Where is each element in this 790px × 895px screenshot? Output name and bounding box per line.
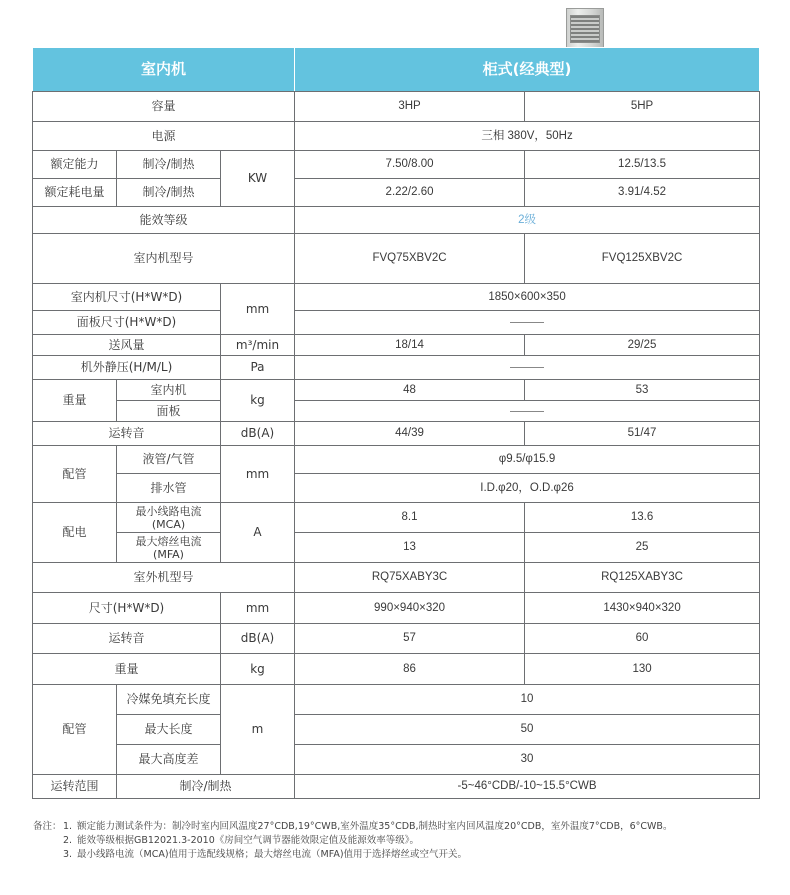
static-pressure-unit: Pa: [221, 356, 295, 380]
outdoor-piping-max-height-sub: 最大高度差: [117, 745, 221, 775]
outdoor-weight-label: 重量: [33, 654, 221, 685]
electric-mfa-sub: [117, 533, 221, 563]
outdoor-size-unit: mm: [221, 593, 295, 624]
row-electric-mca: [33, 503, 760, 533]
range-sub: 制冷/制热: [117, 775, 295, 799]
row-outdoor-piping-max-height: [33, 745, 760, 775]
row-outdoor-size: [33, 593, 760, 624]
piping-drain-sub: 排水管: [117, 474, 221, 503]
rated-power-5hp: 3.91/4.52: [525, 179, 760, 207]
note-2: [33, 834, 773, 848]
capacity-5hp: 5HP: [525, 92, 760, 122]
row-noise: [33, 422, 760, 446]
piping-drain-value: I.D.φ20，O.D.φ26: [295, 474, 760, 503]
outdoor-piping-unit: m: [221, 685, 295, 775]
header-indoor: 室内机: [33, 48, 295, 92]
outdoor-size-label: 尺寸(H*W*D): [33, 593, 221, 624]
row-weight-panel: [33, 401, 760, 422]
indoor-model-3hp: FVQ75XBV2C: [295, 234, 525, 284]
weight-3hp: 48: [295, 380, 525, 401]
weight-label: 重量: [33, 380, 117, 422]
rated-power-sub: 制冷/制热: [117, 179, 221, 207]
row-piping-liquid-gas: [33, 446, 760, 474]
outdoor-weight-3hp: 86: [295, 654, 525, 685]
piping-unit: mm: [221, 446, 295, 503]
efficiency-label: 能效等级: [33, 207, 295, 234]
rated-power-label: 额定耗电量: [33, 179, 117, 207]
note-text: 额定能力测试条件为：制冷时室内回风温度27°CDB,19°CWB,室外温度35°CDB,制热时室内回风温度20°CDB，室外温度7°CDB，6°CWB。: [77, 821, 673, 832]
outdoor-model-label: 室外机型号: [33, 563, 295, 593]
noise-unit: dB(A): [221, 422, 295, 446]
static-pressure-label: 机外静压(H/M/L): [33, 356, 221, 380]
airflow-unit: m³/min: [221, 335, 295, 356]
note-num: 3.: [63, 849, 73, 860]
indoor-size-value: 1850×600×350: [295, 284, 760, 311]
spec-table: [32, 47, 760, 799]
outdoor-piping-max-length-sub: 最大长度: [117, 715, 221, 745]
row-outdoor-weight: [33, 654, 760, 685]
row-outdoor-noise: [33, 624, 760, 654]
panel-size-label: 面板尺寸(H*W*D): [33, 311, 221, 335]
notes-prefix: 备注：: [33, 821, 62, 832]
row-panel-size: [33, 311, 760, 335]
panel-size-empty: [295, 311, 760, 335]
row-indoor-model: [33, 234, 760, 284]
note-num: 2.: [63, 835, 73, 846]
outdoor-noise-3hp: 57: [295, 624, 525, 654]
airflow-5hp: 29/25: [525, 335, 760, 356]
efficiency-value: 2级: [295, 207, 760, 234]
outdoor-model-3hp: RQ75XABY3C: [295, 563, 525, 593]
capacity-label: 容量: [33, 92, 295, 122]
outdoor-model-5hp: RQ125XABY3C: [525, 563, 760, 593]
row-rated-power: [33, 179, 760, 207]
header-row: [33, 48, 760, 92]
electric-label: 配电: [33, 503, 117, 563]
outdoor-size-3hp: 990×940×320: [295, 593, 525, 624]
empty-dash: [510, 322, 544, 323]
mca-3hp: 8.1: [295, 503, 525, 533]
rated-capacity-label: 额定能力: [33, 151, 117, 179]
indoor-size-label: 室内机尺寸(H*W*D): [33, 284, 221, 311]
note-3: [33, 848, 773, 862]
airflow-3hp: 18/14: [295, 335, 525, 356]
outdoor-size-5hp: 1430×940×320: [525, 593, 760, 624]
row-outdoor-piping-free: [33, 685, 760, 715]
rated-power-3hp: 2.22/2.60: [295, 179, 525, 207]
rated-capacity-sub: 制冷/制热: [117, 151, 221, 179]
static-pressure-empty: [295, 356, 760, 380]
row-outdoor-model: [33, 563, 760, 593]
row-rated-capacity: [33, 151, 760, 179]
mca-line1: 最小线路电流: [135, 504, 202, 518]
mfa-3hp: 13: [295, 533, 525, 563]
airflow-label: 送风量: [33, 335, 221, 356]
row-piping-drain: [33, 474, 760, 503]
outdoor-noise-label: 运转音: [33, 624, 221, 654]
weight-indoor-sub: 室内机: [117, 380, 221, 401]
mfa-line2: (MFA): [153, 547, 184, 561]
capacity-3hp: 3HP: [295, 92, 525, 122]
outdoor-weight-unit: kg: [221, 654, 295, 685]
electric-unit: A: [221, 503, 295, 563]
power-label: 电源: [33, 122, 295, 151]
row-outdoor-piping-max-length: [33, 715, 760, 745]
electric-mca-sub: [117, 503, 221, 533]
outdoor-piping-free-sub: 冷媒免填充长度: [117, 685, 221, 715]
row-airflow: [33, 335, 760, 356]
noise-5hp: 51/47: [525, 422, 760, 446]
note-1: [33, 820, 773, 834]
piping-liquid-gas-value: φ9.5/φ15.9: [295, 446, 760, 474]
notes: [33, 820, 773, 862]
size-unit: mm: [221, 284, 295, 335]
piping-label: 配管: [33, 446, 117, 503]
weight-panel-sub: 面板: [117, 401, 221, 422]
empty-dash: [510, 411, 544, 412]
weight-unit: kg: [221, 380, 295, 422]
row-efficiency: [33, 207, 760, 234]
header-model-type: 柜式(经典型): [295, 48, 760, 92]
row-operating-range: [33, 775, 760, 799]
note-num: 1.: [63, 821, 73, 832]
weight-panel-empty: [295, 401, 760, 422]
note-text: 最小线路电流（MCA)值用于选配线规格；最大熔丝电流（MFA)值用于选择熔丝或空气开关。: [77, 849, 468, 860]
outdoor-noise-unit: dB(A): [221, 624, 295, 654]
range-value: -5~46°CDB/-10~15.5°CWB: [295, 775, 760, 799]
weight-5hp: 53: [525, 380, 760, 401]
mfa-5hp: 25: [525, 533, 760, 563]
row-electric-mfa: [33, 533, 760, 563]
outdoor-piping-max-length-value: 50: [295, 715, 760, 745]
indoor-model-label: 室内机型号: [33, 234, 295, 284]
row-static-pressure: [33, 356, 760, 380]
power-value: 三相 380V，50Hz: [295, 122, 760, 151]
outdoor-weight-5hp: 130: [525, 654, 760, 685]
indoor-model-5hp: FVQ125XBV2C: [525, 234, 760, 284]
mca-line2: (MCA): [151, 517, 186, 531]
rated-capacity-3hp: 7.50/8.00: [295, 151, 525, 179]
mca-5hp: 13.6: [525, 503, 760, 533]
range-label: 运转范围: [33, 775, 117, 799]
outdoor-noise-5hp: 60: [525, 624, 760, 654]
mfa-line1: 最大熔丝电流: [135, 534, 202, 548]
noise-3hp: 44/39: [295, 422, 525, 446]
outdoor-piping-max-height-value: 30: [295, 745, 760, 775]
outdoor-piping-label: 配管: [33, 685, 117, 775]
outdoor-piping-free-value: 10: [295, 685, 760, 715]
row-weight-indoor: [33, 380, 760, 401]
row-capacity: [33, 92, 760, 122]
piping-liquid-gas-sub: 液管/气管: [117, 446, 221, 474]
note-text: 能效等级根据GB12021.3-2010《房间空气调节器能效限定值及能源效率等级》。: [77, 835, 420, 846]
row-power: [33, 122, 760, 151]
noise-label: 运转音: [33, 422, 221, 446]
rated-capacity-5hp: 12.5/13.5: [525, 151, 760, 179]
kw-unit: KW: [221, 151, 295, 207]
unit-panel: [570, 15, 600, 43]
empty-dash: [510, 367, 544, 368]
row-indoor-size: [33, 284, 760, 311]
